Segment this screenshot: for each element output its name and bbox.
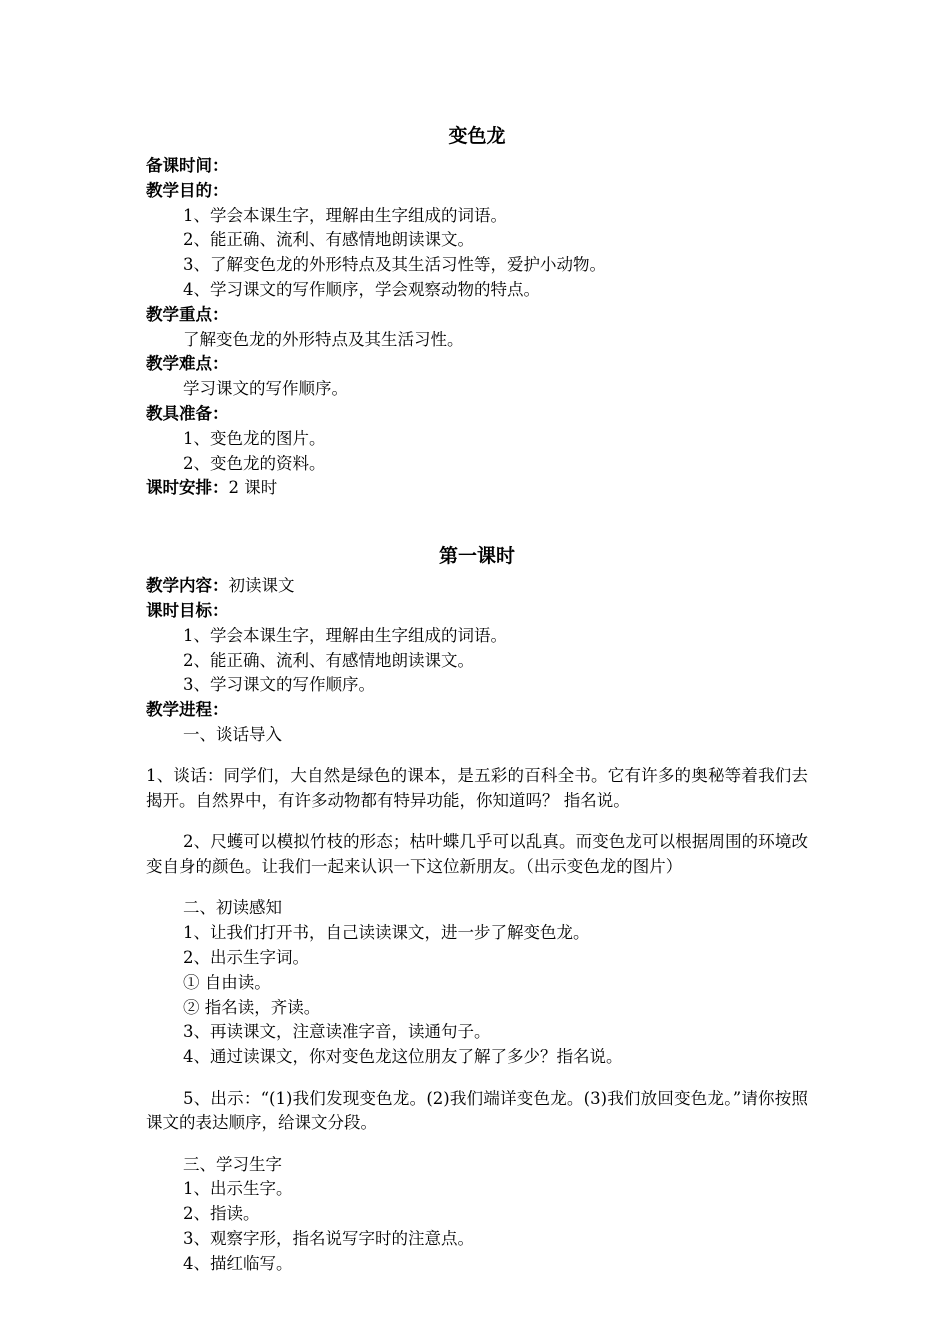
char-step: 1、出示生字。 (183, 1179, 293, 1199)
aid-item: 1、变色龙的图片。 (183, 428, 326, 448)
section-heading: 二、初读感知 (183, 898, 282, 918)
goal-item: 2、能正确、流利、有感情地朗读课文。 (183, 650, 474, 670)
schedule-row (146, 476, 808, 501)
difficulty-text: 学习课文的写作顺序。 (183, 379, 348, 399)
goals-heading (146, 599, 808, 624)
prep-time-row (146, 154, 808, 179)
read-step: 4、通过读课文，你对变色龙这位朋友了解了多少？指名说。 (183, 1047, 623, 1067)
difficulty-label: 教学难点： (146, 354, 229, 374)
intro-paragraph: 1、谈话：同学们，大自然是绿色的课本，是五彩的百科全书。它有许多的奥秘等着我们去揭开。自然界中，有许多动物都有特异功能，你知道吗？ 指名说。 (146, 766, 808, 811)
process-heading (146, 698, 808, 723)
char-step: 4、描红临写。 (183, 1253, 293, 1273)
focus-label: 教学重点： (146, 304, 229, 324)
document-title: 变色龙 (448, 125, 506, 147)
char-step: 3、观察字形，指名说写字时的注意点。 (183, 1228, 474, 1248)
prep-time-label: 备课时间： (146, 156, 229, 175)
focus-heading (146, 303, 808, 328)
focus-text: 了解变色龙的外形特点及其生活习性。 (183, 329, 464, 349)
objective-item: 1、学会本课生字，理解由生字组成的词语。 (183, 205, 507, 225)
lesson-title: 第一课时 (438, 545, 515, 568)
content-value: 初读课文 (228, 576, 295, 596)
read-step: 2、出示生字词。 (183, 948, 309, 968)
objective-item: 4、学习课文的写作顺序，学会观察动物的特点。 (183, 279, 540, 299)
difficulty-heading (146, 352, 808, 377)
objective-item: 2、能正确、流利、有感情地朗读课文。 (183, 230, 474, 250)
schedule-label: 课时安排： (146, 478, 229, 498)
objectives-label: 教学目的： (146, 180, 229, 200)
goals-label: 课时目标： (146, 600, 229, 620)
schedule-value: 2 课时 (228, 478, 278, 498)
aids-label: 教具准备： (146, 403, 229, 423)
objectives-heading (146, 179, 808, 204)
aids-heading (146, 402, 808, 427)
read-step: ② 指名读，齐读。 (183, 997, 321, 1017)
char-step: 2、指读。 (183, 1204, 260, 1224)
section-heading: 一、谈话导入 (183, 724, 282, 744)
read-step-paragraph: 5、出示：“(1)我们发现变色龙。(2)我们端详变色龙。(3)我们放回变色龙。”请你按照课文的表达顺序，给课文分段。 (146, 1088, 808, 1133)
content-row (146, 574, 808, 599)
content-label: 教学内容： (146, 576, 229, 596)
read-step: 1、让我们打开书，自己读读课文，进一步了解变色龙。 (183, 923, 590, 943)
objective-item: 3、了解变色龙的外形特点及其生活习性等，爱护小动物。 (183, 255, 606, 275)
section-heading: 三、学习生字 (183, 1154, 282, 1174)
goal-item: 1、学会本课生字，理解由生字组成的词语。 (183, 625, 507, 645)
intro-paragraph: 2、尺蠖可以模拟竹枝的形态；枯叶蝶几乎可以乱真。而变色龙可以根据周围的环境改变自身的颜色。让我们一起来认识一下这位新朋友。（出示变色龙的图片） (146, 832, 808, 877)
goal-item: 3、学习课文的写作顺序。 (183, 675, 375, 695)
aid-item: 2、变色龙的资料。 (183, 453, 326, 473)
read-step: 3、再读课文，注意读准字音，读通句子。 (183, 1022, 491, 1042)
document-page (146, 118, 808, 1277)
process-label: 教学进程： (146, 700, 229, 720)
read-step: ① 自由读。 (183, 972, 271, 992)
